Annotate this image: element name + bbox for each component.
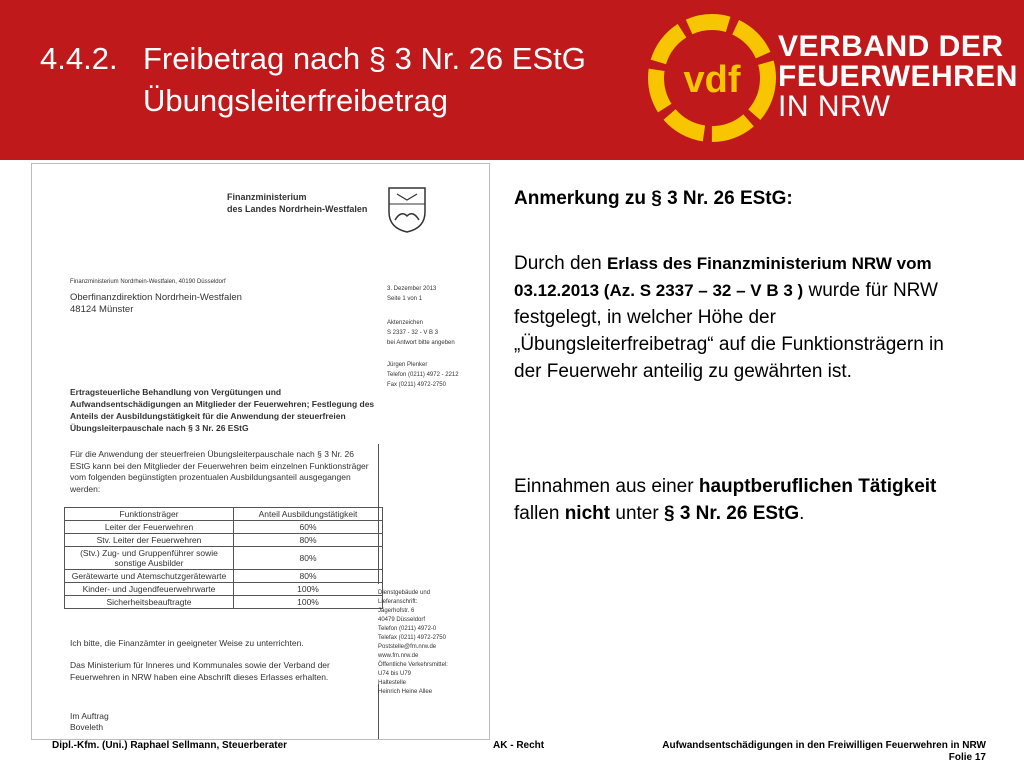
note-heading: Anmerkung zu § 3 Nr. 26 EStG:: [514, 188, 793, 209]
table-row: [65, 547, 383, 570]
letter-signoff: [70, 711, 109, 733]
sidebar-line: Telefax (0211) 4972-2750: [378, 635, 446, 641]
table-row: [65, 534, 383, 547]
note-paragraph-2: [514, 473, 974, 527]
letter-body-1: Für die Anwendung der steuerfreien Übungsleiterpauschale nach § 3 Nr. 26 EStG kann bei den Mitglieder der Feuerwehren beim einzelnen Funktionsträger vom folgenden begünstigten prozentualen Ausbildungsanteil ausgegangen werden:: [70, 449, 369, 494]
signoff-line-2: Boveleth: [70, 722, 104, 732]
letter-subject: Ertragsteuerliche Behandlung von Vergütungen und Aufwandsentschädigungen an Mitglieder der Feuerwehren; Festlegung des Anteils der Ausbildungstätigkeit für die Anwendung der steuerfreien Übungsleiterpauschale nach § 3 Nr. 26 EStG: [70, 387, 375, 433]
sidebar-line: Haltestelle: [378, 680, 407, 686]
note-emphasis: hauptberuflichen Tätigkeit: [698, 476, 937, 497]
contact-name: Jürgen Plenker: [387, 362, 428, 368]
note-text: fallen: [514, 503, 565, 524]
note-emphasis: nicht: [564, 503, 611, 524]
slide-footer: [0, 740, 1024, 768]
note-decree-reference: Erlass des Finanzministerium NRW vom 03.12.2013 (Az. S 2337 – 32 – V B 3 ): [514, 254, 932, 300]
table-cell: 60%: [234, 521, 383, 534]
footer-section: AK - Recht: [493, 740, 545, 751]
note-emphasis: § 3 Nr. 26 EStG: [663, 503, 800, 524]
sidebar-line: Telefon (0211) 4972-0: [378, 626, 437, 632]
note-text: unter: [610, 503, 664, 524]
title-line-2: Übungsleiterfreibetrag: [143, 83, 449, 118]
ref-note: bei Antwort bitte angeben: [387, 340, 455, 346]
table-row: [65, 583, 383, 596]
sidebar-line: Dienstgebäude und: [378, 590, 431, 596]
table-cell: 100%: [234, 583, 383, 596]
letterhead-line-2: des Landes Nordrhein-Westfalen: [227, 204, 368, 214]
note-text: wurde für NRW festgelegt, in welcher Höhe der „Übungsleiterfreibetrag“ auf die Funktionsträgern in der Feuerwehr anteilig zu gewährten ist.: [514, 280, 944, 382]
sidebar-line: Jägerhofstr. 6: [378, 608, 415, 614]
letter-date: 3. Dezember 2013: [387, 286, 437, 292]
sidebar-line: www.fm.nrw.de: [378, 653, 419, 659]
letter-meta: [387, 284, 487, 390]
logo-wordmark: [778, 32, 1018, 122]
sidebar-line: 40479 Düsseldorf: [378, 617, 426, 623]
table-row: [65, 596, 383, 609]
vdf-monogram: vdf: [683, 59, 741, 101]
footer-page-number: Folie 17: [948, 752, 986, 763]
divider: [378, 444, 379, 584]
contact-fax: Fax (0211) 4972-2750: [387, 382, 446, 388]
table-cell: 80%: [234, 570, 383, 583]
logo-line-2: FEUERWEHREN: [778, 60, 1018, 93]
table-cell: 80%: [234, 547, 383, 570]
logo-line-1: VERBAND DER: [778, 30, 1004, 63]
note-text: Durch den: [514, 253, 607, 274]
function-table: [64, 507, 383, 609]
table-cell: Stv. Leiter der Feuerwehren: [65, 534, 234, 547]
ref-value: S 2337 - 32 - V B 3: [387, 330, 439, 336]
title-line-1: Freibetrag nach § 3 Nr. 26 EStG: [143, 41, 586, 76]
letter-sender: Finanzministerium Nordrhein-Westfalen, 40190 Düsseldorf: [70, 279, 226, 285]
note-text: Einnahmen aus einer: [514, 476, 699, 497]
table-cell: Gerätewarte und Atemschutzgerätewarte: [65, 570, 234, 583]
sidebar-line: Lieferanschrift:: [378, 599, 418, 605]
letter-page: Seite 1 von 1: [387, 296, 423, 302]
table-cell: Leiter der Feuerwehren: [65, 521, 234, 534]
recipient-line-1: Oberfinanzdirektion Nordrhein-Westfalen: [70, 292, 242, 303]
footer-author: Dipl.-Kfm. (Uni.) Raphael Sellmann, Steuerberater: [52, 740, 288, 751]
slide-title: [40, 38, 586, 122]
sidebar-line: Öffentliche Verkehrsmittel:: [378, 662, 448, 668]
signoff-line-1: Im Auftrag: [70, 711, 109, 721]
footer-topic: Aufwandsentschädigungen in den Freiwilligen Feuerwehren in NRW: [662, 740, 986, 751]
table-header-row: [65, 508, 383, 521]
letter-address-sidebar: [378, 589, 478, 697]
recipient-line-2: 48124 Münster: [70, 304, 134, 315]
table-header: Funktionsträger: [65, 508, 234, 521]
logo-line-3: IN NRW: [778, 90, 891, 123]
vdf-ring-icon: [648, 6, 778, 154]
table-cell: (Stv.) Zug- und Gruppenführer sowie sonstige Ausbilder: [65, 547, 234, 570]
table-cell: Kinder- und Jugendfeuerwehrwarte: [65, 583, 234, 596]
letter-body-2: Ich bitte, die Finanzämter in geeigneter Weise zu unterrichten.: [70, 638, 304, 648]
section-number: 4.4.2.: [40, 41, 118, 76]
note-text: .: [799, 503, 805, 524]
sidebar-line: Heinrich Heine Allee: [378, 689, 433, 695]
ref-label: Aktenzeichen: [387, 320, 424, 326]
nrw-crest-icon: [387, 186, 427, 234]
scanned-letter: [31, 163, 490, 740]
table-cell: 80%: [234, 534, 383, 547]
title-banner: [0, 0, 1024, 160]
table-cell: Sicherheitsbeauftragte: [65, 596, 234, 609]
letterhead-line-1: Finanzministerium: [227, 192, 307, 202]
vdf-logo: [648, 6, 1020, 154]
letter-letterhead: [227, 191, 367, 215]
table-row: [65, 570, 383, 583]
table-header: Anteil Ausbildungstätigkeit: [234, 508, 383, 521]
note-paragraph-1: [514, 250, 974, 385]
letter-recipient: [70, 292, 242, 316]
table-cell: 100%: [234, 596, 383, 609]
sidebar-line: U74 bis U79: [378, 671, 412, 677]
letter-body-3: Das Ministerium für Inneres und Kommunales sowie der Verband der Feuerwehren in NRW haben eine Abschrift dieses Erlasses erhalten.: [70, 660, 330, 682]
table-row: [65, 521, 383, 534]
sidebar-line: Poststelle@fm.nrw.de: [378, 644, 437, 650]
contact-phone: Telefon (0211) 4972 - 2212: [387, 372, 459, 378]
